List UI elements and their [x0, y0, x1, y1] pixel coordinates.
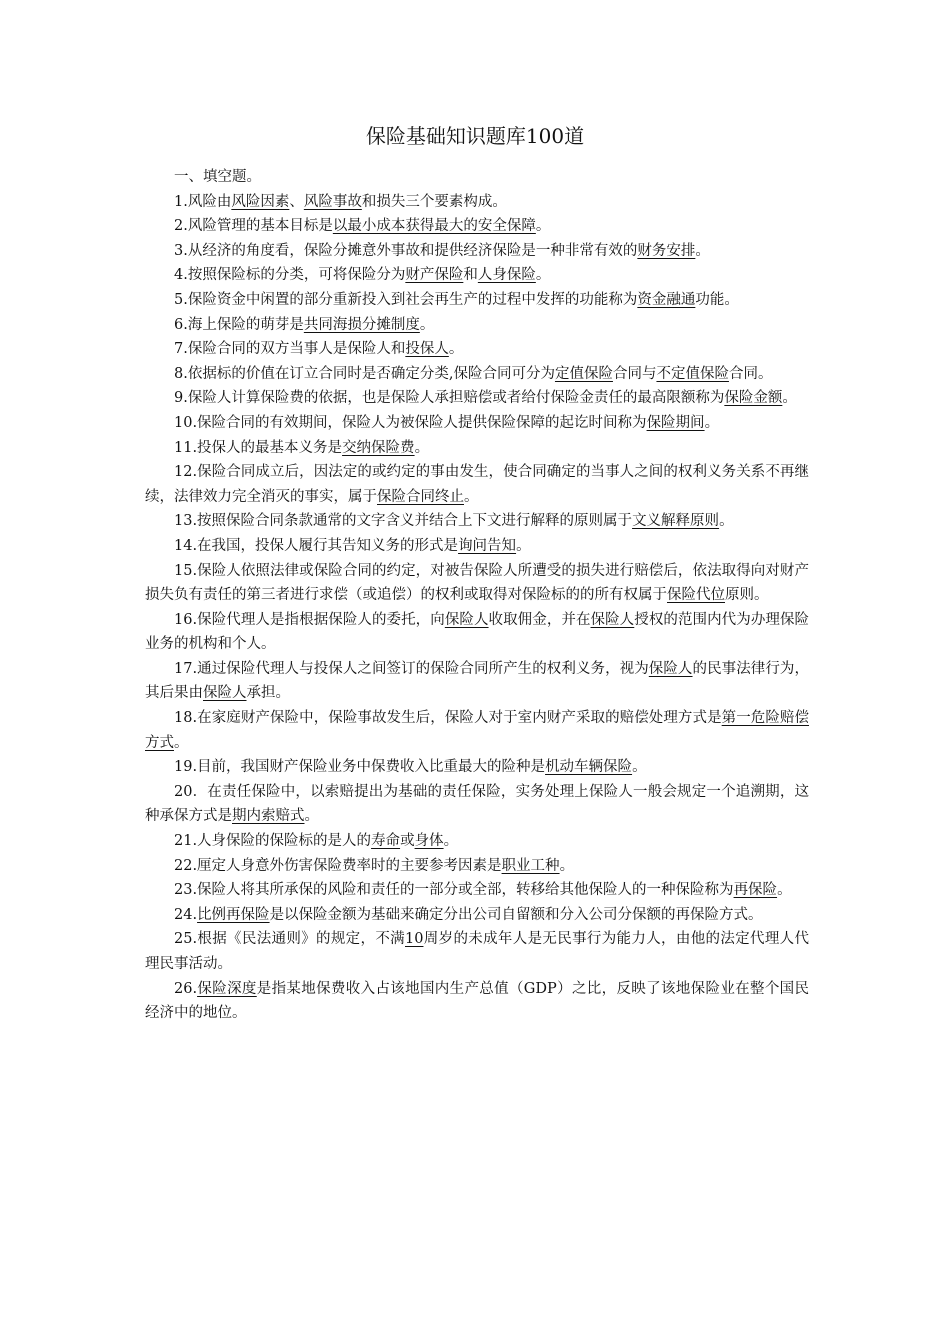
- question-text: 。: [448, 341, 464, 358]
- answer-blank: 不定值保险: [656, 365, 729, 382]
- question-item: [145, 854, 809, 879]
- answer-blank: 人身保险: [477, 267, 536, 284]
- answer-blank: 保险合同终止: [377, 488, 464, 505]
- question-text: 是以保险金额为基础来确定分出公司自留额和分入公司分保额的再保险方式。: [269, 906, 763, 923]
- question-text: 周岁的未成年人是无民事行为能力人，由他的法定代理人代理民事活动。: [145, 931, 810, 972]
- question-text: 14.在我国，投保人履行其告知义务的形式是: [174, 537, 459, 554]
- answer-blank: 职业工种: [501, 857, 560, 874]
- question-item: [145, 436, 809, 461]
- question-text: 11.投保人的最基本义务是: [174, 439, 343, 456]
- answer-blank: 财产保险: [405, 267, 464, 284]
- answer-blank: 保险人: [648, 660, 693, 677]
- answer-blank: 保险深度: [197, 980, 257, 997]
- answer-blank: 保险期间: [646, 414, 705, 431]
- answer-blank: 以最小成本获得最大的安全保障: [332, 218, 536, 235]
- question-text: 的民事法律行为，其后果由: [145, 660, 810, 702]
- answer-blank: 保险金额: [724, 390, 783, 407]
- question-text: 和损失三个要素构成。: [361, 193, 507, 210]
- answer-blank: 第一危险赔偿方式: [145, 710, 810, 751]
- question-text: 15.保险人依照法律或保险合同的约定，对被告保险人所遭受的损失进行赔偿后，依法取得向对财产损失负有责任的第三者进行求偿（或追偿）的权利或取得对保险标的的所有权属于: [145, 562, 809, 604]
- question-text: 7.保险合同的双方当事人是保险人和: [174, 341, 406, 358]
- question-text: 13.按照保险合同条款通常的文字含义并结合上下文进行解释的原则属于: [174, 513, 633, 530]
- question-text: 授权的范围内代为办理保险业务的机构和个人。: [145, 611, 810, 653]
- question-text: 合同与: [612, 365, 657, 382]
- question-item: [145, 780, 809, 829]
- question-text: 10.保险合同的有效期间，保险人为被保险人提供保险保障的起讫时间称为: [174, 414, 647, 431]
- question-text: 或: [400, 833, 415, 850]
- answer-blank: 交纳保险费: [342, 439, 415, 456]
- question-text: 收取佣金，并在: [488, 611, 591, 628]
- question-text: 。: [695, 242, 710, 259]
- answer-blank: 保险人: [203, 685, 247, 702]
- answer-blank: 比例再保险: [197, 906, 270, 923]
- question-text: 12.保险合同成立后，因法定的或约定的事由发生，使合同确定的当事人之间的权利义务关系不再继续，法律效力完全消灭的事实，属于: [145, 464, 809, 505]
- question-text: 8.依据标的价值在订立合同时是否确定分类,保险合同可分为: [174, 365, 555, 382]
- question-text: 5.保险资金中闲置的部分重新投入到社会再生产的过程中发挥的功能称为: [174, 291, 638, 308]
- question-item: [145, 608, 809, 657]
- question-text: 。: [632, 759, 647, 776]
- question-text: 。: [719, 513, 734, 530]
- document-title: 保险基础知识题库100道: [365, 124, 585, 148]
- question-item: [145, 288, 809, 313]
- question-text: 。: [414, 439, 430, 456]
- answer-blank: 风险事故: [303, 193, 362, 210]
- question-text: 原则。: [725, 587, 769, 604]
- question-text: 17.通过保险代理人与投保人之间签订的保险合同所产生的权利义务，视为: [174, 660, 649, 677]
- question-item: [145, 263, 809, 288]
- question-text: 。: [782, 390, 797, 407]
- question-text: 功能。: [695, 291, 739, 308]
- question-text: 23.保险人将其所承保的风险和责任的一部分或全部，转移给其他保险人的一种保险称为: [174, 882, 734, 899]
- question-text: 24.: [174, 906, 198, 923]
- question-item: [145, 411, 809, 436]
- answer-blank: 机动车辆保险: [545, 759, 633, 776]
- answer-blank: 身体: [414, 833, 444, 850]
- section-heading: 一、填空题。: [174, 169, 261, 185]
- question-item: [145, 337, 809, 362]
- answer-blank: 共同海损分摊制度: [303, 316, 420, 333]
- question-text: 1.风险由: [174, 193, 232, 210]
- question-text: 。: [419, 316, 435, 333]
- question-text: 。: [304, 808, 319, 825]
- answer-blank: 再保险: [733, 882, 778, 899]
- question-text: 。: [174, 734, 189, 751]
- question-text: 。: [777, 882, 792, 899]
- question-item: [145, 190, 809, 215]
- question-item: [145, 878, 809, 903]
- question-text: 3.从经济的角度看，保险分摊意外事故和提供经济保险是一种非常有效的: [174, 242, 638, 259]
- question-text: 。: [535, 267, 551, 284]
- question-item: [145, 706, 809, 755]
- question-text: 2.风险管理的基本目标是: [174, 218, 333, 235]
- question-text: 合同。: [728, 365, 773, 382]
- question-text: 18.在家庭财产保险中，保险事故发生后，保险人对于室内财产采取的赔偿处理方式是: [174, 710, 722, 727]
- question-text: 承担。: [246, 685, 290, 702]
- question-text: 9.保险人计算保险费的依据，也是保险人承担赔偿或者给付保险金责任的最高限额称为: [174, 390, 725, 407]
- question-text: 、: [289, 193, 304, 210]
- question-text: 26.: [174, 980, 198, 997]
- question-item: [145, 313, 809, 338]
- question-text: 。: [704, 414, 720, 431]
- question-text: 16.保险代理人是指根据保险人的委托，向: [174, 611, 445, 628]
- question-text: 。: [464, 488, 479, 505]
- answer-blank: 资金融通: [637, 291, 696, 308]
- question-text: 。: [535, 218, 551, 235]
- question-item: [145, 534, 809, 559]
- question-item: [145, 927, 809, 976]
- question-text: 22.厘定人身意外伤害保险费率时的主要参考因素是: [174, 857, 502, 874]
- question-text: 。: [516, 537, 531, 554]
- answer-blank: 10: [405, 931, 424, 948]
- answer-blank: 文义解释原则: [632, 513, 720, 530]
- answer-blank: 保险人: [444, 611, 489, 628]
- question-text: 21.人身保险的保险标的是人的: [174, 833, 372, 850]
- document-body: [145, 165, 809, 1026]
- question-item: [145, 509, 809, 534]
- answer-blank: 寿命: [371, 833, 401, 850]
- question-text: 19.目前，我国财产保险业务中保费收入比重最大的险种是: [174, 759, 546, 776]
- question-item: [145, 903, 809, 928]
- answer-blank: 定值保险: [554, 365, 613, 382]
- question-text: 。: [559, 857, 575, 874]
- question-item: [145, 755, 809, 780]
- answer-blank: 保险代位: [667, 587, 725, 604]
- question-text: 20．在责任保险中，以索赔提出为基础的责任保险，实务处理上保险人一般会规定一个追溯期，这种承保方式是: [145, 783, 809, 825]
- question-text: 25.根据《民法通则》的规定，不满: [174, 931, 405, 948]
- question-item: [145, 829, 809, 854]
- question-item: [145, 239, 809, 264]
- question-item: [145, 657, 809, 706]
- question-list: [145, 190, 809, 1026]
- question-text: 6.海上保险的萌芽是: [174, 316, 304, 333]
- question-item: [145, 460, 809, 509]
- question-text: 4.按照保险标的分类，可将保险分为: [174, 267, 406, 284]
- question-item: [145, 977, 809, 1026]
- question-item: [145, 386, 809, 411]
- answer-blank: 期内索赔式: [232, 808, 305, 825]
- question-text: 是指某地保费收入占该地国内生产总值（GDP）之比，反映了该地保险业在整个国民经济中的地位。: [145, 980, 809, 1022]
- answer-blank: 保险人: [590, 611, 635, 628]
- answer-blank: 风险因素: [231, 193, 290, 210]
- answer-blank: 财务安排: [637, 242, 696, 259]
- question-text: 。: [443, 833, 459, 850]
- question-text: 和: [463, 267, 478, 284]
- question-item: [145, 214, 809, 239]
- answer-blank: 询问告知: [458, 537, 517, 554]
- question-item: [145, 559, 809, 608]
- answer-blank: 投保人: [405, 341, 449, 358]
- question-item: [145, 362, 809, 387]
